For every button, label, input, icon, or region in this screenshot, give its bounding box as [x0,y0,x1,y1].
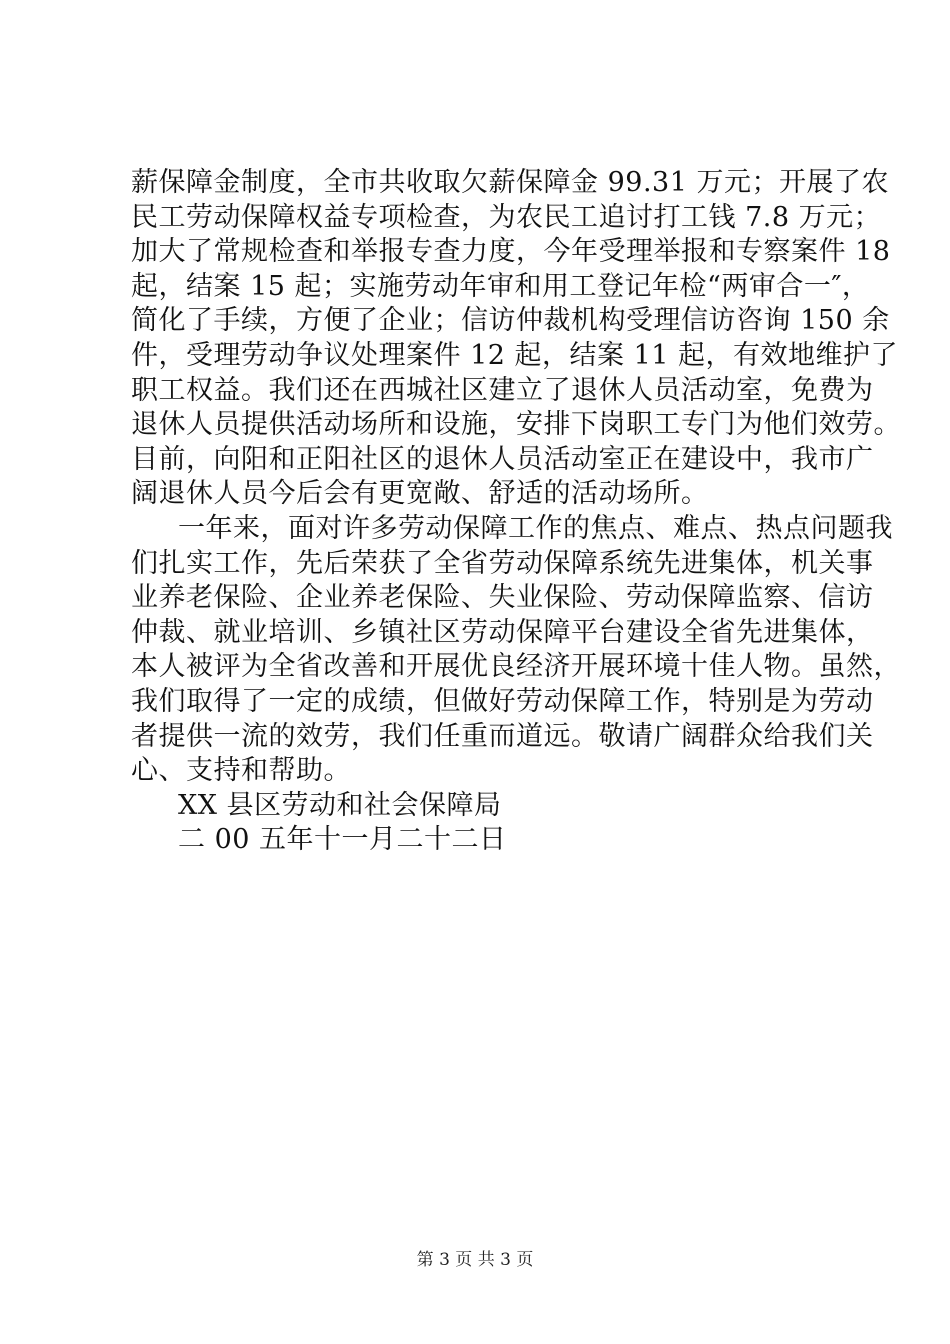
signature-organization: XX 县区劳动和社会保障局 [178,789,502,821]
text-line: 们扎实工作，先后荣获了全省劳动保障系统先进集体，机关事 [131,547,874,579]
text-line: 业养老保险、企业养老保险、失业保险、劳动保障监察、信访 [131,582,874,614]
text-line: 我们取得了一定的成绩，但做好劳动保障工作，特别是为劳动 [131,685,874,717]
text-line: 本人被评为全省改善和开展优良经济开展环境十佳人物。虽然， [131,651,901,683]
paragraph-start-line: 一年来，面对许多劳动保障工作的焦点、难点、热点问题我 [178,512,893,544]
text-line: 目前，向阳和正阳社区的退休人员活动室正在建设中，我市广 [131,443,874,475]
page-footer [0,1245,950,1270]
text-line: 件，受理劳动争议处理案件 12 起，结案 11 起，有效地维护了 [131,339,899,371]
text-line: 退休人员提供活动场所和设施，安排下岗职工专门为他们效劳。 [131,409,901,441]
text-line: 薪保障金制度，全市共收取欠薪保障金 99.31 万元；开展了农 [131,167,889,198]
text-line: 起，结案 15 起；实施劳动年审和用工登记年检“两审合一″， [131,270,870,302]
text-line: 职工权益。我们还在西城社区建立了退休人员活动室，免费为 [131,374,874,406]
document-body [131,166,901,858]
text-line: 仲裁、就业培训、乡镇社区劳动保障平台建设全省先进集体， [131,616,874,648]
text-line: 加大了常规检查和举报专查力度，今年受理举报和专察案件 18 [131,236,891,268]
text-line: 者提供一流的效劳，我们任重而道远。敬请广阔群众给我们关 [131,720,874,752]
page-number-label: 第 3 页 共 3 页 [416,1250,534,1270]
text-line: 心、支持和帮助。 [131,755,351,787]
text-line: 阔退休人员今后会有更宽敞、舒适的活动场所。 [131,478,709,510]
signature-date: 二 00 五年十一月二十二日 [178,824,507,856]
text-line: 简化了手续，方便了企业；信访仲裁机构受理信访咨询 150 余 [131,305,890,337]
text-line: 民工劳动保障权益专项检查，为农民工追讨打工钱 7.8 万元； [131,201,882,233]
